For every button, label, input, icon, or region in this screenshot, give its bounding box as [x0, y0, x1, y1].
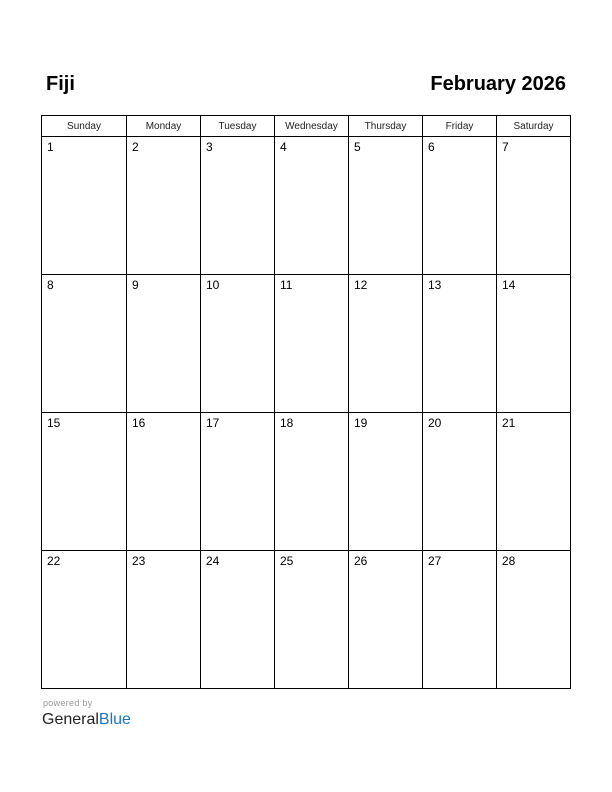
month-year-title: February 2026: [430, 73, 566, 95]
weekday-monday: Monday: [127, 116, 201, 137]
week-row-2: [42, 275, 571, 413]
week-row-1: [42, 137, 571, 275]
day-number: 13: [428, 278, 442, 292]
weekday-friday: Friday: [423, 116, 497, 137]
day-cell: [127, 275, 201, 413]
weekday-wednesday: Wednesday: [275, 116, 349, 137]
weekday-header-row: [42, 116, 571, 137]
day-cell: [127, 137, 201, 275]
day-number: 11: [280, 278, 293, 292]
weekday-tuesday: Tuesday: [201, 116, 275, 137]
day-number: 4: [280, 140, 287, 154]
day-cell: [423, 137, 497, 275]
day-cell: [201, 413, 275, 551]
logo-text-general: General: [42, 711, 99, 728]
day-number: 24: [206, 554, 220, 568]
generalblue-logo: [42, 710, 131, 730]
day-number: 15: [47, 416, 61, 430]
day-cell: [42, 413, 127, 551]
weekday-sunday: Sunday: [42, 116, 127, 137]
day-number: 12: [354, 278, 368, 292]
day-number: 17: [206, 416, 220, 430]
day-cell: [275, 137, 349, 275]
day-cell: [42, 137, 127, 275]
day-cell: [497, 275, 571, 413]
day-cell: [497, 413, 571, 551]
day-cell: [497, 551, 571, 689]
day-number: 25: [280, 554, 294, 568]
day-number: 9: [132, 278, 139, 292]
day-number: 7: [502, 140, 509, 154]
day-cell: [201, 275, 275, 413]
day-cell: [423, 551, 497, 689]
day-number: 21: [502, 416, 516, 430]
day-cell: [275, 413, 349, 551]
day-number: 18: [280, 416, 294, 430]
day-cell: [349, 275, 423, 413]
day-number: 10: [206, 278, 220, 292]
day-cell: [127, 551, 201, 689]
day-number: 5: [354, 140, 361, 154]
weekday-thursday: Thursday: [349, 116, 423, 137]
day-number: 16: [132, 416, 146, 430]
day-number: 26: [354, 554, 368, 568]
week-row-4: [42, 551, 571, 689]
day-cell: [201, 551, 275, 689]
day-cell: [349, 413, 423, 551]
day-number: 19: [354, 416, 368, 430]
day-cell: [127, 413, 201, 551]
powered-by-label: powered by: [43, 698, 93, 708]
day-cell: [42, 551, 127, 689]
week-row-3: [42, 413, 571, 551]
day-cell: [497, 137, 571, 275]
day-number: 22: [47, 554, 61, 568]
day-cell: [349, 551, 423, 689]
logo-text-blue: Blue: [98, 711, 131, 728]
footer-branding: [42, 698, 131, 730]
day-cell: [423, 275, 497, 413]
day-number: 23: [132, 554, 146, 568]
day-number: 6: [428, 140, 435, 154]
day-cell: [349, 137, 423, 275]
day-number: 28: [502, 554, 516, 568]
day-number: 27: [428, 554, 442, 568]
day-number: 1: [47, 140, 54, 154]
country-title: Fiji: [46, 73, 75, 95]
day-number: 8: [47, 278, 54, 292]
day-cell: [275, 275, 349, 413]
calendar-grid: [41, 115, 571, 689]
day-cell: [423, 413, 497, 551]
day-cell: [275, 551, 349, 689]
day-number: 2: [132, 140, 139, 154]
day-cell: [201, 137, 275, 275]
day-cell: [42, 275, 127, 413]
weekday-saturday: Saturday: [497, 116, 571, 137]
day-number: 3: [206, 140, 213, 154]
day-number: 20: [428, 416, 442, 430]
day-number: 14: [502, 278, 516, 292]
